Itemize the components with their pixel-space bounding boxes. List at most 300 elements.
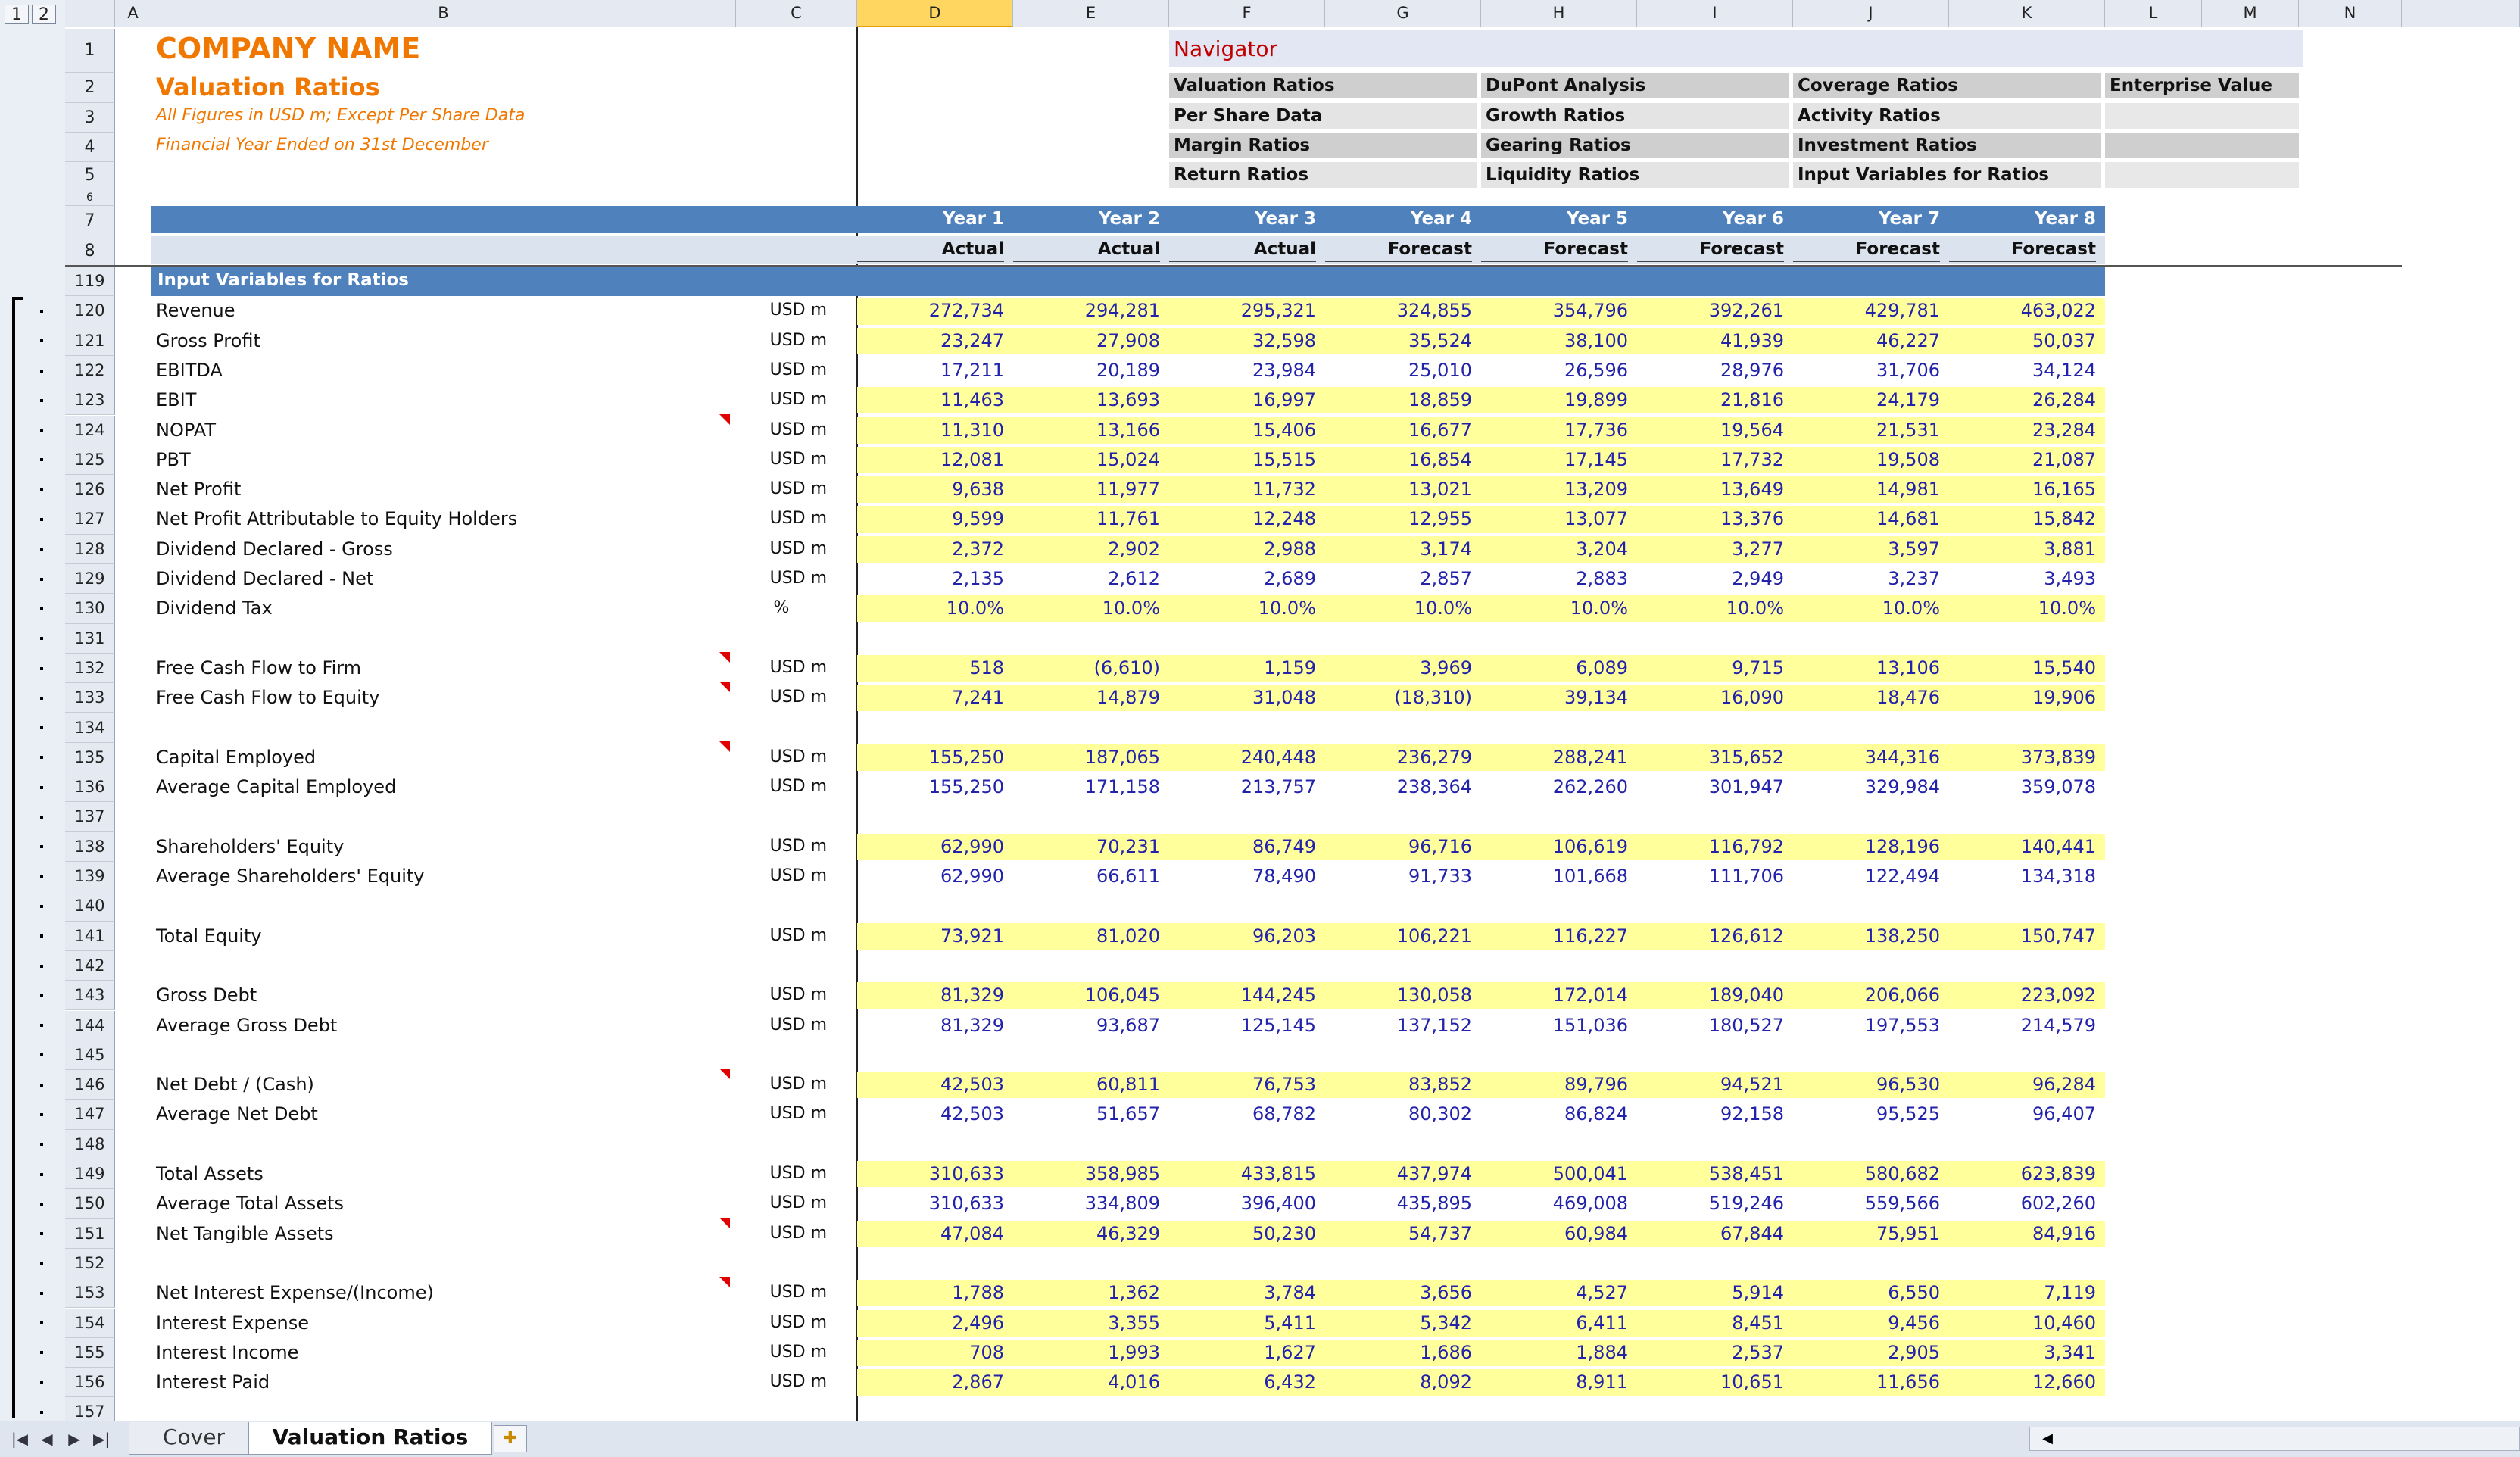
data-cell[interactable]: 12,248 <box>1252 508 1316 530</box>
data-cell[interactable]: 6,550 <box>1888 1282 1940 1304</box>
data-cell[interactable]: 116,227 <box>1552 925 1628 947</box>
data-cell[interactable]: 7,241 <box>952 687 1004 709</box>
data-cell[interactable]: 519,246 <box>1708 1193 1784 1215</box>
data-cell[interactable]: 206,066 <box>1864 984 1940 1006</box>
data-cell[interactable]: 9,599 <box>952 508 1004 530</box>
data-cell[interactable]: 39,134 <box>1564 687 1628 709</box>
data-cell[interactable]: 50,037 <box>2032 329 2096 351</box>
row-header[interactable]: 136 <box>65 772 115 802</box>
data-cell[interactable]: 78,490 <box>1252 866 1316 887</box>
row-header[interactable]: 138 <box>65 832 115 862</box>
data-cell[interactable]: 13,693 <box>1096 389 1160 411</box>
data-cell[interactable]: 197,553 <box>1864 1014 1940 1036</box>
data-cell[interactable]: 41,939 <box>1720 329 1784 351</box>
next-sheet-icon[interactable]: ▶ <box>68 1430 80 1448</box>
row-header[interactable]: 137 <box>65 802 115 831</box>
data-cell[interactable]: 150,747 <box>2020 925 2096 947</box>
data-cell[interactable]: 17,732 <box>1720 448 1784 470</box>
data-cell[interactable]: 295,321 <box>1240 300 1316 322</box>
data-cell[interactable]: 213,757 <box>1240 776 1316 798</box>
row-header[interactable]: 1 <box>65 29 115 73</box>
data-cell[interactable]: 236,279 <box>1396 746 1472 768</box>
cell-comment-indicator[interactable] <box>719 741 730 752</box>
data-cell[interactable]: 358,985 <box>1084 1163 1160 1184</box>
data-cell[interactable]: 19,508 <box>1876 448 1940 470</box>
data-cell[interactable]: 10.0% <box>1414 597 1472 619</box>
row-header[interactable]: 134 <box>65 713 115 743</box>
data-cell[interactable]: 3,656 <box>1420 1282 1472 1304</box>
data-cell[interactable]: 15,540 <box>2032 657 2096 679</box>
data-cell[interactable]: 500,041 <box>1552 1163 1628 1184</box>
data-cell[interactable]: 81,020 <box>1096 925 1160 947</box>
data-cell[interactable]: 62,990 <box>940 835 1004 857</box>
row-header[interactable]: 148 <box>65 1130 115 1159</box>
data-cell[interactable]: 1,627 <box>1264 1341 1316 1363</box>
row-header[interactable]: 3 <box>65 103 115 133</box>
data-cell[interactable]: 2,537 <box>1732 1341 1784 1363</box>
row-header[interactable]: 154 <box>65 1309 115 1338</box>
data-cell[interactable]: 106,221 <box>1396 925 1472 947</box>
data-cell[interactable]: 26,284 <box>2032 389 2096 411</box>
row-header[interactable]: 143 <box>65 981 115 1010</box>
row-header[interactable]: 135 <box>65 743 115 772</box>
data-cell[interactable]: 92,158 <box>1720 1103 1784 1125</box>
data-cell[interactable]: 20,189 <box>1096 359 1160 381</box>
data-cell[interactable]: 2,867 <box>952 1371 1004 1393</box>
data-cell[interactable]: 301,947 <box>1708 776 1784 798</box>
data-cell[interactable]: 89,796 <box>1564 1074 1628 1096</box>
data-cell[interactable]: 180,527 <box>1708 1014 1784 1036</box>
data-cell[interactable]: 21,087 <box>2032 448 2096 470</box>
scroll-left-icon[interactable]: ◀ <box>2042 1430 2053 1446</box>
data-cell[interactable]: 14,681 <box>1876 508 1940 530</box>
data-cell[interactable]: 38,100 <box>1564 329 1628 351</box>
outline-level-button[interactable]: 2 <box>32 5 56 24</box>
data-cell[interactable]: 15,842 <box>2032 508 2096 530</box>
data-cell[interactable]: 47,084 <box>940 1222 1004 1244</box>
data-cell[interactable]: 8,911 <box>1576 1371 1628 1393</box>
data-cell[interactable]: 86,824 <box>1564 1103 1628 1125</box>
data-cell[interactable]: 5,914 <box>1732 1282 1784 1304</box>
data-cell[interactable]: 223,092 <box>2020 984 2096 1006</box>
data-cell[interactable]: 134,318 <box>2020 866 2096 887</box>
row-header[interactable]: 131 <box>65 624 115 654</box>
data-cell[interactable]: (6,610) <box>1093 657 1160 679</box>
column-header-j[interactable]: J <box>1793 0 1949 27</box>
navigator-link-investment-ratios[interactable]: Investment Ratios <box>1793 133 2101 158</box>
data-cell[interactable]: 8,092 <box>1420 1371 1472 1393</box>
column-header-d[interactable]: D <box>857 0 1013 27</box>
data-cell[interactable]: 2,612 <box>1108 568 1160 589</box>
data-cell[interactable]: 17,736 <box>1564 419 1628 441</box>
data-cell[interactable]: 24,179 <box>1876 389 1940 411</box>
data-cell[interactable]: 31,706 <box>1876 359 1940 381</box>
data-cell[interactable]: 2,857 <box>1420 568 1472 589</box>
data-cell[interactable]: 3,493 <box>2044 568 2096 589</box>
data-cell[interactable]: 324,855 <box>1396 300 1472 322</box>
data-cell[interactable]: 70,231 <box>1096 835 1160 857</box>
data-cell[interactable]: 17,211 <box>940 359 1004 381</box>
data-cell[interactable]: 3,355 <box>1108 1312 1160 1334</box>
data-cell[interactable]: 433,815 <box>1240 1163 1316 1184</box>
outline-group-bracket[interactable] <box>12 297 15 1418</box>
data-cell[interactable]: 96,716 <box>1408 835 1472 857</box>
data-cell[interactable]: 106,619 <box>1552 835 1628 857</box>
data-cell[interactable]: 189,040 <box>1708 984 1784 1006</box>
data-cell[interactable]: 10,651 <box>1720 1371 1784 1393</box>
row-header[interactable]: 139 <box>65 862 115 891</box>
data-cell[interactable]: 9,456 <box>1888 1312 1940 1334</box>
data-cell[interactable]: 5,411 <box>1264 1312 1316 1334</box>
column-header-m[interactable]: M <box>2202 0 2299 27</box>
data-cell[interactable]: 155,250 <box>928 776 1004 798</box>
data-cell[interactable]: 354,796 <box>1552 300 1628 322</box>
data-cell[interactable]: 23,984 <box>1252 359 1316 381</box>
insert-sheet-icon[interactable]: ✚ <box>494 1425 527 1452</box>
data-cell[interactable]: 96,284 <box>2032 1074 2096 1096</box>
row-header[interactable]: 152 <box>65 1249 115 1278</box>
data-cell[interactable]: 16,997 <box>1252 389 1316 411</box>
navigator-link-activity-ratios[interactable]: Activity Ratios <box>1793 103 2101 129</box>
cell-comment-indicator[interactable] <box>719 652 730 663</box>
row-header[interactable]: 125 <box>65 445 115 475</box>
data-cell[interactable]: 469,008 <box>1552 1193 1628 1215</box>
navigator-link-growth-ratios[interactable]: Growth Ratios <box>1481 103 1789 129</box>
data-cell[interactable]: 310,633 <box>928 1193 1004 1215</box>
row-header[interactable]: 153 <box>65 1278 115 1308</box>
cell-comment-indicator[interactable] <box>719 1277 730 1287</box>
data-cell[interactable]: 580,682 <box>1864 1163 1940 1184</box>
row-header[interactable]: 132 <box>65 654 115 683</box>
row-header[interactable]: 124 <box>65 416 115 445</box>
data-cell[interactable]: 31,048 <box>1252 687 1316 709</box>
data-cell[interactable]: 1,686 <box>1420 1341 1472 1363</box>
data-cell[interactable]: 3,237 <box>1888 568 1940 589</box>
data-cell[interactable]: 16,165 <box>2032 479 2096 501</box>
data-cell[interactable]: 68,782 <box>1252 1103 1316 1125</box>
data-cell[interactable]: 11,732 <box>1252 479 1316 501</box>
data-cell[interactable]: 708 <box>969 1341 1004 1363</box>
data-cell[interactable]: 96,530 <box>1876 1074 1940 1096</box>
navigator-link-input-variables-for-ratios[interactable]: Input Variables for Ratios <box>1793 162 2101 188</box>
data-cell[interactable]: 46,227 <box>1876 329 1940 351</box>
data-cell[interactable]: 13,649 <box>1720 479 1784 501</box>
data-cell[interactable]: 214,579 <box>2020 1014 2096 1036</box>
data-cell[interactable]: 155,250 <box>928 746 1004 768</box>
data-cell[interactable]: 2,496 <box>952 1312 1004 1334</box>
data-cell[interactable]: 62,990 <box>940 866 1004 887</box>
last-sheet-icon[interactable]: ▶| <box>92 1430 111 1448</box>
data-cell[interactable]: 2,988 <box>1264 538 1316 560</box>
data-cell[interactable]: 83,852 <box>1408 1074 1472 1096</box>
column-header-f[interactable]: F <box>1169 0 1325 27</box>
data-cell[interactable]: 2,905 <box>1888 1341 1940 1363</box>
data-cell[interactable]: 81,329 <box>940 984 1004 1006</box>
row-header[interactable]: 126 <box>65 475 115 504</box>
navigator-link-valuation-ratios[interactable]: Valuation Ratios <box>1169 73 1477 98</box>
data-cell[interactable]: 95,525 <box>1876 1103 1940 1125</box>
data-cell[interactable]: 23,247 <box>940 329 1004 351</box>
row-header[interactable]: 119 <box>65 267 115 296</box>
data-cell[interactable]: 19,899 <box>1564 389 1628 411</box>
data-cell[interactable]: 172,014 <box>1552 984 1628 1006</box>
data-cell[interactable]: 26,596 <box>1564 359 1628 381</box>
row-header[interactable]: 147 <box>65 1100 115 1129</box>
data-cell[interactable]: 10.0% <box>1570 597 1628 619</box>
data-cell[interactable]: 3,341 <box>2044 1341 2096 1363</box>
select-all-corner[interactable] <box>65 0 115 27</box>
data-cell[interactable]: 23,284 <box>2032 419 2096 441</box>
data-cell[interactable]: 6,089 <box>1576 657 1628 679</box>
row-header[interactable]: 130 <box>65 594 115 623</box>
row-header[interactable]: 156 <box>65 1368 115 1397</box>
data-cell[interactable]: 5,342 <box>1420 1312 1472 1334</box>
data-cell[interactable]: 294,281 <box>1084 300 1160 322</box>
data-cell[interactable]: 96,203 <box>1252 925 1316 947</box>
data-cell[interactable]: 14,981 <box>1876 479 1940 501</box>
row-header[interactable]: 149 <box>65 1159 115 1189</box>
data-cell[interactable]: 80,302 <box>1408 1103 1472 1125</box>
navigator-link-return-ratios[interactable]: Return Ratios <box>1169 162 1477 188</box>
data-cell[interactable]: 344,316 <box>1864 746 1940 768</box>
data-cell[interactable]: 128,196 <box>1864 835 1940 857</box>
data-cell[interactable]: 623,839 <box>2020 1163 2096 1184</box>
navigator-link-per-share-data[interactable]: Per Share Data <box>1169 103 1477 129</box>
data-cell[interactable]: 151,036 <box>1552 1014 1628 1036</box>
data-cell[interactable]: 42,503 <box>940 1103 1004 1125</box>
data-cell[interactable]: 1,788 <box>952 1282 1004 1304</box>
data-cell[interactable]: 2,883 <box>1576 568 1628 589</box>
data-cell[interactable]: 16,090 <box>1720 687 1784 709</box>
row-header[interactable]: 141 <box>65 922 115 951</box>
data-cell[interactable]: 602,260 <box>2020 1193 2096 1215</box>
data-cell[interactable]: 7,119 <box>2044 1282 2096 1304</box>
data-cell[interactable]: 262,260 <box>1552 776 1628 798</box>
data-cell[interactable]: 392,261 <box>1708 300 1784 322</box>
data-cell[interactable]: 4,527 <box>1576 1282 1628 1304</box>
row-header[interactable]: 145 <box>65 1040 115 1070</box>
row-header[interactable]: 133 <box>65 683 115 713</box>
data-cell[interactable]: 86,749 <box>1252 835 1316 857</box>
data-cell[interactable]: 396,400 <box>1240 1193 1316 1215</box>
data-cell[interactable]: 101,668 <box>1552 866 1628 887</box>
row-header[interactable]: 128 <box>65 535 115 564</box>
data-cell[interactable]: 11,463 <box>940 389 1004 411</box>
data-cell[interactable]: 3,597 <box>1888 538 1940 560</box>
data-cell[interactable]: 12,081 <box>940 448 1004 470</box>
row-header[interactable]: 123 <box>65 385 115 415</box>
column-header-g[interactable]: G <box>1325 0 1481 27</box>
data-cell[interactable]: 2,372 <box>952 538 1004 560</box>
data-cell[interactable]: 435,895 <box>1396 1193 1472 1215</box>
data-cell[interactable]: 429,781 <box>1864 300 1940 322</box>
row-header[interactable]: 122 <box>65 356 115 385</box>
data-cell[interactable]: 19,906 <box>2032 687 2096 709</box>
data-cell[interactable]: 2,902 <box>1108 538 1160 560</box>
data-cell[interactable]: 1,884 <box>1576 1341 1628 1363</box>
data-cell[interactable]: 15,515 <box>1252 448 1316 470</box>
data-cell[interactable]: 13,021 <box>1408 479 1472 501</box>
data-cell[interactable]: 10.0% <box>1102 597 1160 619</box>
data-cell[interactable]: 4,016 <box>1108 1371 1160 1393</box>
row-header[interactable]: 151 <box>65 1219 115 1249</box>
data-cell[interactable]: 13,106 <box>1876 657 1940 679</box>
data-cell[interactable]: 272,734 <box>928 300 1004 322</box>
data-cell[interactable]: 10.0% <box>946 597 1004 619</box>
data-cell[interactable]: 3,784 <box>1264 1282 1316 1304</box>
data-cell[interactable]: 14,879 <box>1096 687 1160 709</box>
data-cell[interactable]: 126,612 <box>1708 925 1784 947</box>
data-cell[interactable]: 2,949 <box>1732 568 1784 589</box>
data-cell[interactable]: 17,145 <box>1564 448 1628 470</box>
column-header-e[interactable]: E <box>1013 0 1169 27</box>
data-cell[interactable]: 3,277 <box>1732 538 1784 560</box>
data-cell[interactable]: 13,376 <box>1720 508 1784 530</box>
data-cell[interactable]: 11,310 <box>940 419 1004 441</box>
data-cell[interactable]: 310,633 <box>928 1163 1004 1184</box>
data-cell[interactable]: 559,566 <box>1864 1193 1940 1215</box>
column-header-n[interactable]: N <box>2299 0 2402 27</box>
navigator-link-dupont-analysis[interactable]: DuPont Analysis <box>1481 73 1789 98</box>
data-cell[interactable]: 171,158 <box>1084 776 1160 798</box>
row-header[interactable]: 121 <box>65 326 115 356</box>
data-cell[interactable]: 140,441 <box>2020 835 2096 857</box>
data-cell[interactable]: 16,677 <box>1408 419 1472 441</box>
data-cell[interactable]: 93,687 <box>1096 1014 1160 1036</box>
data-cell[interactable]: 116,792 <box>1708 835 1784 857</box>
data-cell[interactable]: 84,916 <box>2032 1222 2096 1244</box>
data-cell[interactable]: 138,250 <box>1864 925 1940 947</box>
horizontal-scrollbar[interactable] <box>2029 1427 2520 1451</box>
cell-comment-indicator[interactable] <box>719 1218 730 1228</box>
data-cell[interactable]: 137,152 <box>1396 1014 1472 1036</box>
data-cell[interactable]: 187,065 <box>1084 746 1160 768</box>
data-cell[interactable]: 3,174 <box>1420 538 1472 560</box>
data-cell[interactable]: 42,503 <box>940 1074 1004 1096</box>
data-cell[interactable]: 81,329 <box>940 1014 1004 1036</box>
data-cell[interactable]: 18,476 <box>1876 687 1940 709</box>
data-cell[interactable]: 125,145 <box>1240 1014 1316 1036</box>
data-cell[interactable]: 10,460 <box>2032 1312 2096 1334</box>
data-cell[interactable]: 10.0% <box>1882 597 1940 619</box>
data-cell[interactable]: 21,531 <box>1876 419 1940 441</box>
cell-comment-indicator[interactable] <box>719 682 730 692</box>
data-cell[interactable]: 32,598 <box>1252 329 1316 351</box>
data-cell[interactable]: 10.0% <box>1258 597 1316 619</box>
data-cell[interactable]: 2,135 <box>952 568 1004 589</box>
row-header[interactable]: 8 <box>65 236 115 267</box>
navigator-link-coverage-ratios[interactable]: Coverage Ratios <box>1793 73 2101 98</box>
data-cell[interactable]: 16,854 <box>1408 448 1472 470</box>
column-header-i[interactable]: I <box>1637 0 1793 27</box>
data-cell[interactable]: 35,524 <box>1408 329 1472 351</box>
data-cell[interactable]: 2,689 <box>1264 568 1316 589</box>
data-cell[interactable]: 518 <box>969 657 1004 679</box>
data-cell[interactable]: 3,969 <box>1420 657 1472 679</box>
data-cell[interactable]: 28,976 <box>1720 359 1784 381</box>
data-cell[interactable]: 15,406 <box>1252 419 1316 441</box>
data-cell[interactable]: 6,411 <box>1576 1312 1628 1334</box>
data-cell[interactable]: 11,656 <box>1876 1371 1940 1393</box>
row-header[interactable]: 7 <box>65 206 115 236</box>
data-cell[interactable]: 463,022 <box>2020 300 2096 322</box>
row-header[interactable]: 157 <box>65 1397 115 1427</box>
data-cell[interactable]: 288,241 <box>1552 746 1628 768</box>
data-cell[interactable]: 13,209 <box>1564 479 1628 501</box>
data-cell[interactable]: 437,974 <box>1396 1163 1472 1184</box>
prev-sheet-icon[interactable]: ◀ <box>41 1430 53 1448</box>
data-cell[interactable]: 130,058 <box>1396 984 1472 1006</box>
data-cell[interactable]: 21,816 <box>1720 389 1784 411</box>
sheet-tab-cover[interactable]: Cover <box>129 1422 259 1455</box>
data-cell[interactable]: 66,611 <box>1096 866 1160 887</box>
data-cell[interactable]: 1,993 <box>1108 1341 1160 1363</box>
column-header-l[interactable]: L <box>2105 0 2202 27</box>
navigator-link-enterprise-value[interactable]: Enterprise Value <box>2105 73 2299 98</box>
data-cell[interactable]: 25,010 <box>1408 359 1472 381</box>
data-cell[interactable]: 13,077 <box>1564 508 1628 530</box>
data-cell[interactable]: 91,733 <box>1408 866 1472 887</box>
data-cell[interactable]: 9,638 <box>952 479 1004 501</box>
data-cell[interactable]: 60,811 <box>1096 1074 1160 1096</box>
data-cell[interactable]: 60,984 <box>1564 1222 1628 1244</box>
row-header[interactable]: 120 <box>65 296 115 326</box>
data-cell[interactable]: 111,706 <box>1708 866 1784 887</box>
column-header-c[interactable]: C <box>736 0 857 27</box>
row-header[interactable]: 2 <box>65 73 115 103</box>
row-header[interactable]: 150 <box>65 1189 115 1218</box>
cell-comment-indicator[interactable] <box>719 1069 730 1079</box>
data-cell[interactable]: 15,024 <box>1096 448 1160 470</box>
data-cell[interactable]: 122,494 <box>1864 866 1940 887</box>
data-cell[interactable]: 1,159 <box>1264 657 1316 679</box>
row-header[interactable]: 5 <box>65 162 115 189</box>
navigator-link-gearing-ratios[interactable]: Gearing Ratios <box>1481 133 1789 158</box>
column-header-b[interactable]: B <box>151 0 736 27</box>
data-cell[interactable]: 315,652 <box>1708 746 1784 768</box>
column-header-h[interactable]: H <box>1481 0 1637 27</box>
data-cell[interactable]: 144,245 <box>1240 984 1316 1006</box>
row-header[interactable]: 129 <box>65 564 115 594</box>
data-cell[interactable]: 51,657 <box>1096 1103 1160 1125</box>
data-cell[interactable]: 27,908 <box>1096 329 1160 351</box>
cell-comment-indicator[interactable] <box>719 414 730 425</box>
row-header[interactable]: 142 <box>65 951 115 981</box>
outline-level-button[interactable]: 1 <box>5 5 29 24</box>
data-cell[interactable]: 50,230 <box>1252 1222 1316 1244</box>
row-header[interactable]: 146 <box>65 1070 115 1100</box>
data-cell[interactable]: 329,984 <box>1864 776 1940 798</box>
data-cell[interactable]: 13,166 <box>1096 419 1160 441</box>
sheet-tab-valuation-ratios[interactable]: Valuation Ratios <box>248 1422 492 1455</box>
data-cell[interactable]: 12,660 <box>2032 1371 2096 1393</box>
data-cell[interactable]: 8,451 <box>1732 1312 1784 1334</box>
row-header[interactable]: 127 <box>65 504 115 534</box>
data-cell[interactable]: 240,448 <box>1240 746 1316 768</box>
data-cell[interactable]: 73,921 <box>940 925 1004 947</box>
data-cell[interactable]: 106,045 <box>1084 984 1160 1006</box>
data-cell[interactable]: 538,451 <box>1708 1163 1784 1184</box>
data-cell[interactable]: (18,310) <box>1394 687 1472 709</box>
data-cell[interactable]: 10.0% <box>2038 597 2096 619</box>
data-cell[interactable]: 3,881 <box>2044 538 2096 560</box>
data-cell[interactable]: 67,844 <box>1720 1222 1784 1244</box>
data-cell[interactable]: 10.0% <box>1726 597 1784 619</box>
row-header[interactable]: 155 <box>65 1338 115 1368</box>
data-cell[interactable]: 34,124 <box>2032 359 2096 381</box>
data-cell[interactable]: 54,737 <box>1408 1222 1472 1244</box>
first-sheet-icon[interactable]: |◀ <box>11 1430 29 1448</box>
